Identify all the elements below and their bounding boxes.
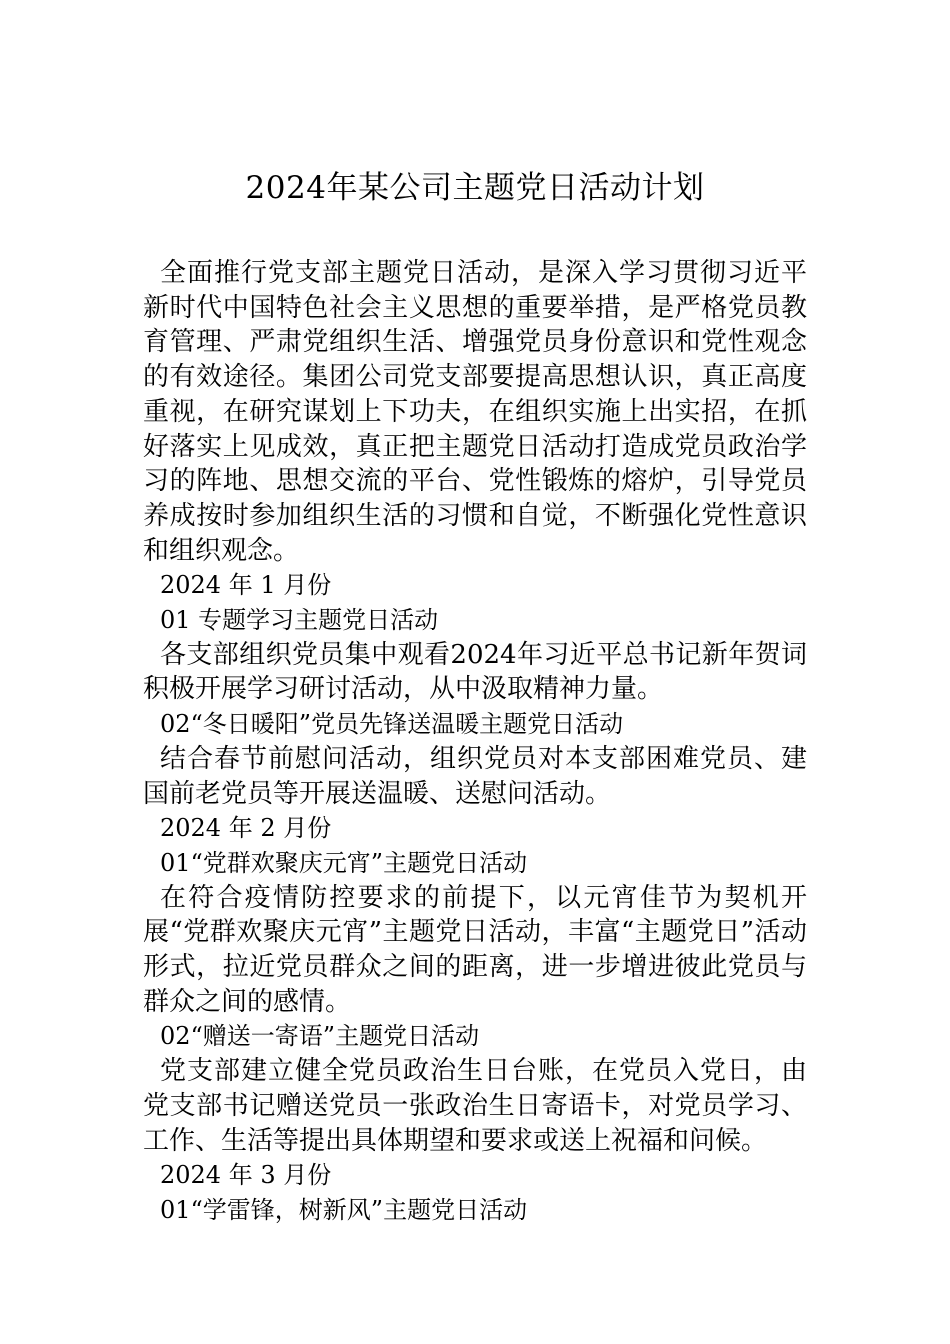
activity-paragraph: 各支部组织党员集中观看2024年习近平总书记新年贺词积极开展学习研讨活动，从中汲取精神力量。: [143, 639, 807, 705]
activity-heading: 02“冬日暖阳”党员先锋送温暖主题党日活动: [160, 710, 624, 739]
month-heading-jan: 2024 年 1 月份: [160, 571, 332, 600]
activity-heading: 01“学雷锋，树新风”主题党日活动: [160, 1195, 528, 1224]
activity-paragraph: 党支部建立健全党员政治生日台账，在党员入党日，由党支部书记赠送党员一张政治生日寄语卡，对党员学习、工作、生活等提出具体期望和要求或送上祝福和问候。: [143, 1056, 807, 1156]
intro-paragraph: 全面推行党支部主题党日活动，是深入学习贯彻习近平新时代中国特色社会主义思想的重要举措，是严格党员教育管理、严肃党组织生活、增强党员身份意识和党性观念的有效途径。集团公司党支部要提高思想认识，真正高度重视，在研究谋划上下功夫，在组织实施上出实招，在抓好落实上见成效，真正把主题党日活动打造成党员政治学习的阵地、思想交流的平台、党性锻炼的熔炉，引导党员养成按时参加组织生活的习惯和自觉，不断强化党性意识和组织观念。: [143, 258, 807, 566]
activity-heading: 01 专题学习主题党日活动: [160, 606, 439, 635]
activity-paragraph: 结合春节前慰问活动，组织党员对本支部困难党员、建国前老党员等开展送温暖、送慰问活动。: [143, 743, 807, 809]
month-heading-mar: 2024 年 3 月份: [160, 1161, 332, 1190]
activity-heading: 02“赠送一寄语”主题党日活动: [160, 1022, 480, 1051]
activity-paragraph: 在符合疫情防控要求的前提下，以元宵佳节为契机开展“党群欢聚庆元宵”主题党日活动，丰富“主题党日”活动形式，拉近党员群众之间的距离，进一步增进彼此党员与群众之间的感情。: [143, 882, 807, 1017]
document-title: 2024年某公司主题党日活动计划: [245, 170, 705, 206]
activity-heading: 01“党群欢聚庆元宵”主题党日活动: [160, 848, 528, 877]
document-body: [143, 256, 807, 1228]
month-heading-feb: 2024 年 2 月份: [160, 814, 332, 843]
